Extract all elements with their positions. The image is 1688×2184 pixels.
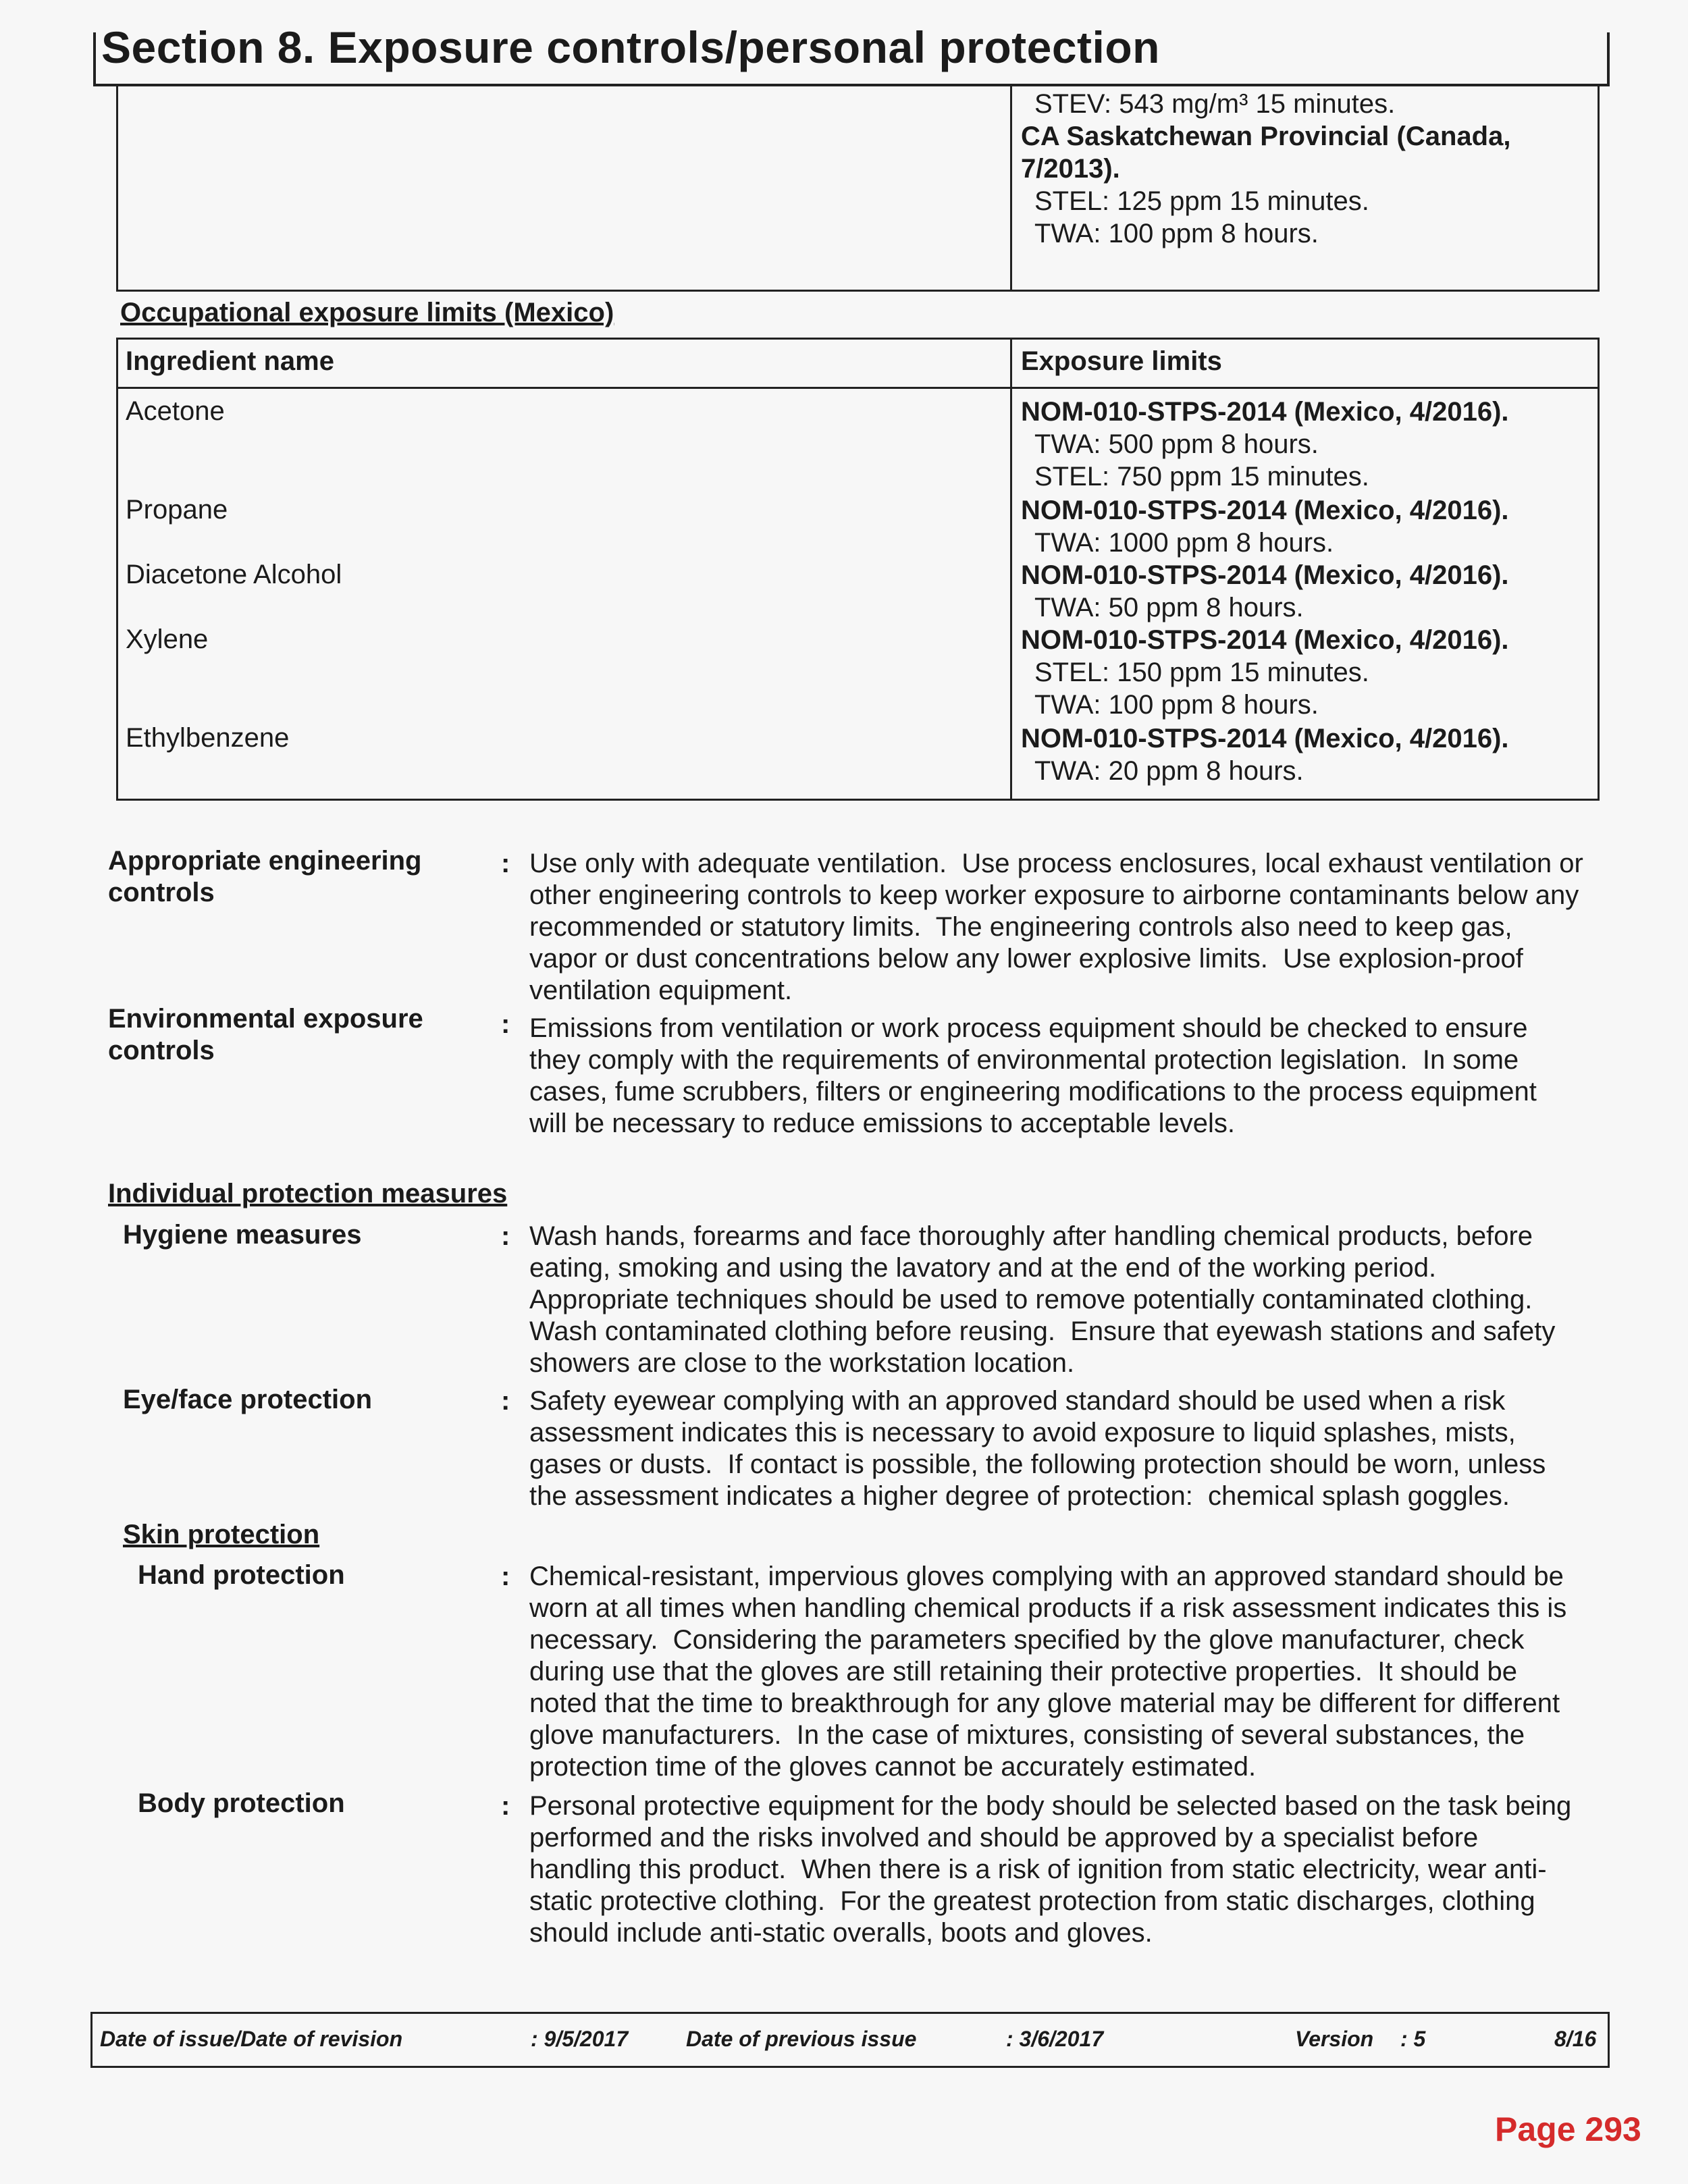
limit-standard: NOM-010-STPS-2014 (Mexico, 4/2016). xyxy=(1021,560,1509,590)
hand-line: necessary. Considering the parameters specified by the glove manufacturer, check xyxy=(529,1625,1525,1655)
environmental-line: they comply with the requirements of environmental protection legislation. In some xyxy=(529,1045,1519,1075)
engineering-line: recommended or statutory limits. The engineering controls also need to keep gas, xyxy=(529,912,1512,942)
ingredient-name: Acetone xyxy=(126,396,225,426)
footer-version-value: : 5 xyxy=(1400,2027,1426,2051)
body-line: should include anti-static overalls, boots and gloves. xyxy=(529,1918,1153,1948)
top-continuation-line: CA Saskatchewan Provincial (Canada, xyxy=(1021,122,1511,151)
hand-protection-colon: : xyxy=(501,1562,510,1591)
body-protection-text xyxy=(529,1790,1688,1949)
hygiene-label: Hygiene measures xyxy=(123,1220,362,1250)
top-continuation-cell xyxy=(1021,88,1510,250)
limit-standard: NOM-010-STPS-2014 (Mexico, 4/2016). xyxy=(1021,496,1509,525)
top-table-divider xyxy=(1010,85,1012,292)
mexico-table-header-border xyxy=(116,387,1600,389)
eye-face-label: Eye/face protection xyxy=(123,1385,373,1414)
exposure-limits-cell xyxy=(1021,396,1509,493)
mexico-table-bottom-border xyxy=(116,799,1600,801)
footer-previous-label: Date of previous issue xyxy=(686,2027,917,2051)
environmental-label-line: controls xyxy=(108,1036,215,1065)
hand-protection-label: Hand protection xyxy=(138,1560,345,1590)
exposure-limits-cell xyxy=(1021,494,1509,559)
hand-protection-text xyxy=(529,1561,1688,1783)
body-line: static protective clothing. For the greatest protection from static discharges, clothing xyxy=(529,1886,1535,1916)
engineering-line: vapor or dust concentrations below any lower explosive limits. Use explosion-proof xyxy=(529,944,1523,974)
environmental-line: will be necessary to reduce emissions to acceptable levels. xyxy=(529,1109,1235,1138)
ingredient-name: Xylene xyxy=(126,624,209,654)
footer-previous-value: : 3/6/2017 xyxy=(1006,2027,1104,2051)
hand-line: Chemical-resistant, impervious gloves complying with an approved standard should be xyxy=(529,1562,1564,1591)
engineering-label-line: controls xyxy=(108,878,215,907)
footer-issue-value: : 9/5/2017 xyxy=(531,2027,629,2051)
top-continuation-line: 7/2013). xyxy=(1021,154,1120,184)
limit-value: STEL: 150 ppm 15 minutes. xyxy=(1034,658,1369,687)
exposure-limits-cell xyxy=(1021,559,1509,624)
mexico-table-left-border xyxy=(116,338,118,801)
ingredient-name: Propane xyxy=(126,495,228,525)
mexico-heading: Occupational exposure limits (Mexico) xyxy=(120,298,614,327)
limit-standard: NOM-010-STPS-2014 (Mexico, 4/2016). xyxy=(1021,397,1509,427)
top-table-left-border xyxy=(116,85,118,292)
hygiene-line: eating, smoking and using the lavatory and at the end of the working period. xyxy=(529,1253,1437,1283)
footer-bottom-border xyxy=(90,2066,1610,2068)
skin-protection-heading: Skin protection xyxy=(123,1520,320,1549)
title-box-right-border xyxy=(1607,32,1610,86)
footer-left-border xyxy=(90,2012,93,2068)
limit-value: TWA: 500 ppm 8 hours. xyxy=(1034,429,1319,459)
limit-value: TWA: 50 ppm 8 hours. xyxy=(1034,593,1304,622)
engineering-line: other engineering controls to keep worker exposure to airborne contaminants below any xyxy=(529,880,1579,910)
ingredient-name: Diacetone Alcohol xyxy=(126,560,342,589)
col-header-ingredient: Ingredient name xyxy=(126,346,334,376)
footer-version-label: Version xyxy=(1295,2027,1374,2051)
body-line: handling this product. When there is a risk of ignition from static electricity, wear anti- xyxy=(529,1855,1547,1884)
eye-line: gases or dusts. If contact is possible, the following protection should be worn, unless xyxy=(529,1449,1546,1479)
engineering-line: ventilation equipment. xyxy=(529,976,793,1005)
footer-right-border xyxy=(1608,2012,1610,2068)
hand-line: noted that the time to breakthrough for any glove material may be different for different xyxy=(529,1688,1560,1718)
hygiene-line: Appropriate techniques should be used to remove potentially contaminated clothing. xyxy=(529,1285,1533,1314)
limit-value: TWA: 1000 ppm 8 hours. xyxy=(1034,528,1334,558)
top-table-bottom-border xyxy=(116,290,1600,292)
ingredient-name: Ethylbenzene xyxy=(126,723,290,753)
limit-value: STEL: 750 ppm 15 minutes. xyxy=(1034,462,1369,491)
top-continuation-line: STEV: 543 mg/m³ 15 minutes. xyxy=(1034,89,1396,119)
environmental-label xyxy=(108,1003,423,1067)
limit-standard: NOM-010-STPS-2014 (Mexico, 4/2016). xyxy=(1021,625,1509,655)
hygiene-line: Wash contaminated clothing before reusing. Ensure that eyewash stations and safety xyxy=(529,1316,1556,1346)
title-box-left-border xyxy=(93,32,96,86)
top-continuation-line: STEL: 125 ppm 15 minutes. xyxy=(1034,186,1369,216)
footer-page-number: 8/16 xyxy=(1554,2027,1597,2051)
environmental-colon: : xyxy=(501,1009,510,1039)
body-protection-label: Body protection xyxy=(138,1788,345,1818)
exposure-limits-cell xyxy=(1021,624,1509,721)
hand-line: during use that the gloves are still retaining their protective properties. It should be xyxy=(529,1657,1518,1686)
footer-top-border xyxy=(90,2012,1610,2014)
eye-face-colon: : xyxy=(501,1386,510,1416)
eye-line: the assessment indicates a higher degree of protection: chemical splash goggles. xyxy=(529,1481,1510,1511)
mexico-table-divider xyxy=(1010,338,1012,801)
hygiene-line: showers are close to the workstation location. xyxy=(529,1348,1075,1378)
hand-line: protection time of the gloves cannot be accurately estimated. xyxy=(529,1752,1257,1782)
limit-value: TWA: 100 ppm 8 hours. xyxy=(1034,690,1319,720)
mexico-table-top-border xyxy=(116,338,1600,340)
limit-value: TWA: 20 ppm 8 hours. xyxy=(1034,756,1304,786)
footer-issue-label: Date of issue/Date of revision xyxy=(100,2027,403,2051)
title-box-bottom-border xyxy=(93,84,1610,86)
hygiene-text xyxy=(529,1221,1688,1379)
engineering-line: Use only with adequate ventilation. Use process enclosures, local exhaust ventilation or xyxy=(529,849,1583,878)
body-protection-colon: : xyxy=(501,1791,510,1821)
hand-line: glove manufacturers. In the case of mixtures, consisting of several substances, the xyxy=(529,1720,1525,1750)
limit-standard: NOM-010-STPS-2014 (Mexico, 4/2016). xyxy=(1021,724,1509,753)
body-line: Personal protective equipment for the body should be selected based on the task being xyxy=(529,1791,1572,1821)
page-stamp: Page 293 xyxy=(1495,2110,1641,2148)
mexico-table-right-border xyxy=(1598,338,1600,801)
engineering-colon: : xyxy=(501,849,510,878)
body-line: performed and the risks involved and should be approved by a specialist before xyxy=(529,1823,1479,1853)
environmental-line: Emissions from ventilation or work process equipment should be checked to ensure xyxy=(529,1013,1528,1043)
environmental-line: cases, fume scrubbers, filters or engineering modifications to the process equipment xyxy=(529,1077,1537,1107)
eye-face-text xyxy=(529,1385,1688,1512)
eye-line: assessment indicates this is necessary to avoid exposure to liquid splashes, mists, xyxy=(529,1418,1516,1447)
section-title: Section 8. Exposure controls/personal protection xyxy=(101,22,1160,72)
hygiene-colon: : xyxy=(501,1221,510,1251)
engineering-label xyxy=(108,845,422,909)
environmental-label-line: Environmental exposure xyxy=(108,1004,423,1034)
environmental-text xyxy=(529,1013,1688,1140)
eye-line: Safety eyewear complying with an approved standard should be used when a risk xyxy=(529,1386,1506,1416)
engineering-text xyxy=(529,848,1688,1007)
engineering-label-line: Appropriate engineering xyxy=(108,846,422,876)
individual-protection-heading: Individual protection measures xyxy=(108,1179,508,1208)
top-table-right-border xyxy=(1598,85,1600,292)
hand-line: worn at all times when handling chemical products if a risk assessment indicates this is xyxy=(529,1593,1567,1623)
top-continuation-line: TWA: 100 ppm 8 hours. xyxy=(1034,219,1319,248)
hygiene-line: Wash hands, forearms and face thoroughly after handling chemical products, before xyxy=(529,1221,1533,1251)
exposure-limits-cell xyxy=(1021,722,1509,787)
col-header-limits: Exposure limits xyxy=(1021,346,1222,376)
